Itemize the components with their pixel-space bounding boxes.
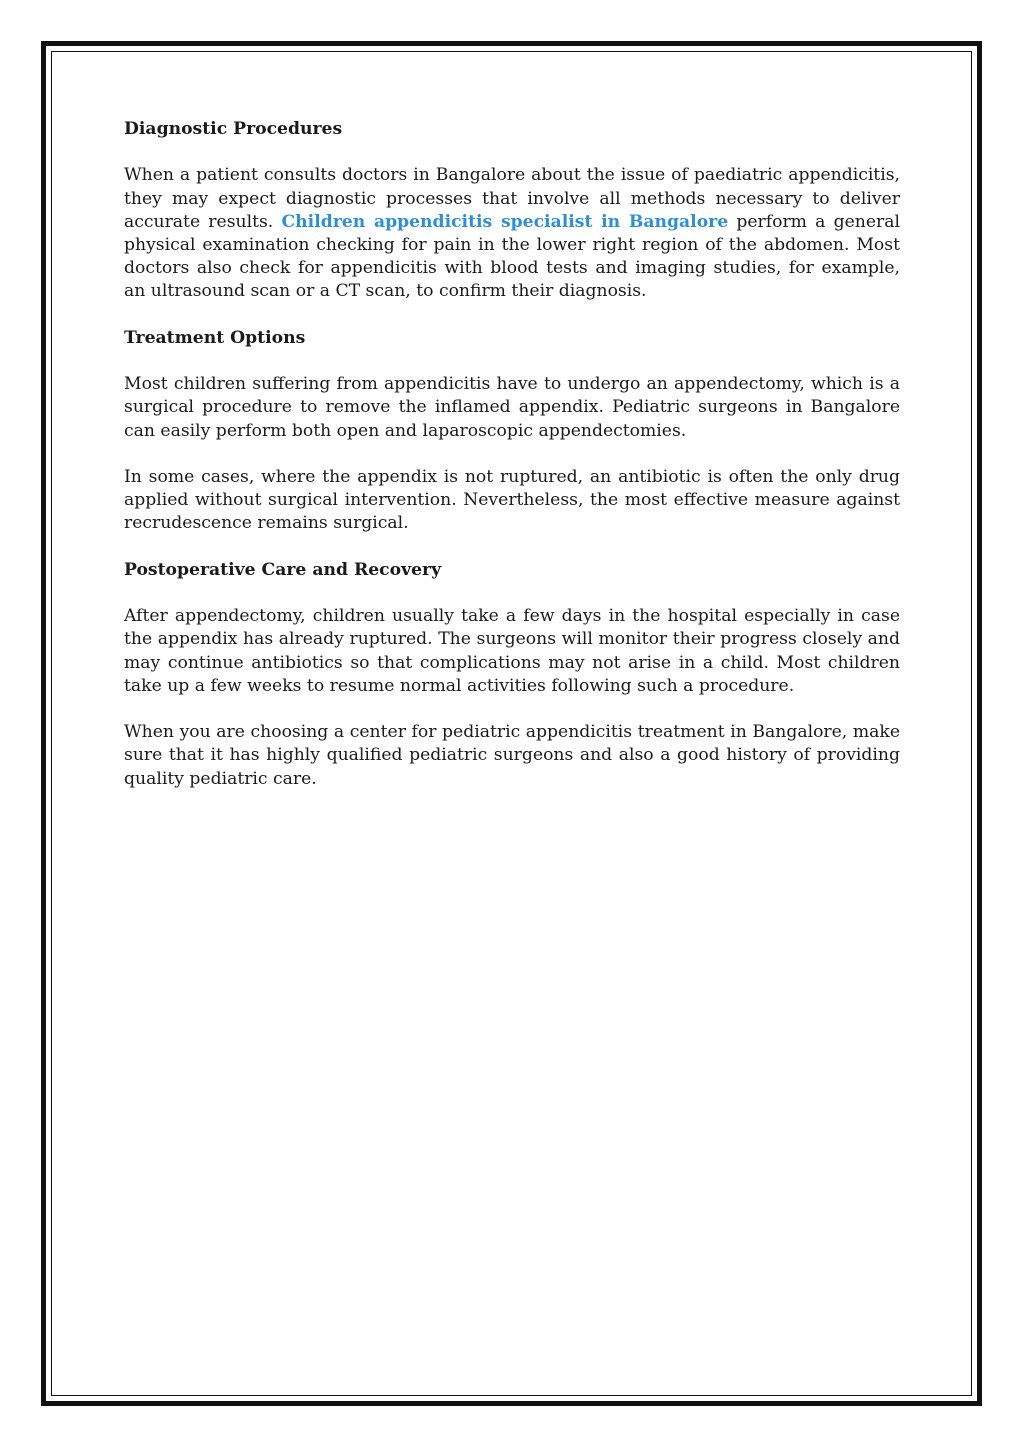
heading-postoperative-care: Postoperative Care and Recovery: [124, 559, 442, 580]
paragraph-treatment-2: In some cases, where the appendix is not ruptured, an antibiotic is often the only drug applied without surgical intervention. Nevertheless, the most effective measure against recrudescence remains surgical.: [124, 466, 900, 534]
paragraph-treatment-1: Most children suffering from appendicitis have to undergo an appendectomy, which is a surgical procedure to remove the inflamed appendix. Pediatric surgeons in Bangalore can easily perform both open and laparoscopic appendectomies.: [124, 374, 900, 441]
paragraph-diagnostic: [124, 164, 900, 303]
paragraph-recovery-1: After appendectomy, children usually take a few days in the hospital especially in case the appendix has already ruptured. The surgeons will monitor their progress closely and may continue antibiotics so that complications may not arise in a child. Most children take up a few weeks to resume normal activities following such a procedure.: [124, 606, 900, 696]
heading-diagnostic-procedures: Diagnostic Procedures: [124, 119, 343, 139]
paragraph-text: perform a general physical examination checking for pain in the lower right region of the abdomen. Most doctors also check for appendicitis with blood tests and imaging studies, for example, an ultrasound scan or a CT scan, to confirm their diagnosis.: [124, 211, 900, 302]
specialist-link[interactable]: Children appendicitis specialist in Bangalore: [281, 211, 729, 232]
document-body: [124, 118, 900, 814]
heading-treatment-options: Treatment Options: [124, 327, 306, 348]
paragraph-recovery-2: When you are choosing a center for pediatric appendicitis treatment in Bangalore, make sure that it has highly qualified pediatric surgeons and also a good history of providing quality pediatric care.: [124, 722, 900, 789]
paragraph-text: When a patient consults doctors in Bangalore about the issue of paediatric appendicitis, they may expect diagnostic processes that involve all methods necessary to deliver accurate results.: [124, 165, 900, 232]
